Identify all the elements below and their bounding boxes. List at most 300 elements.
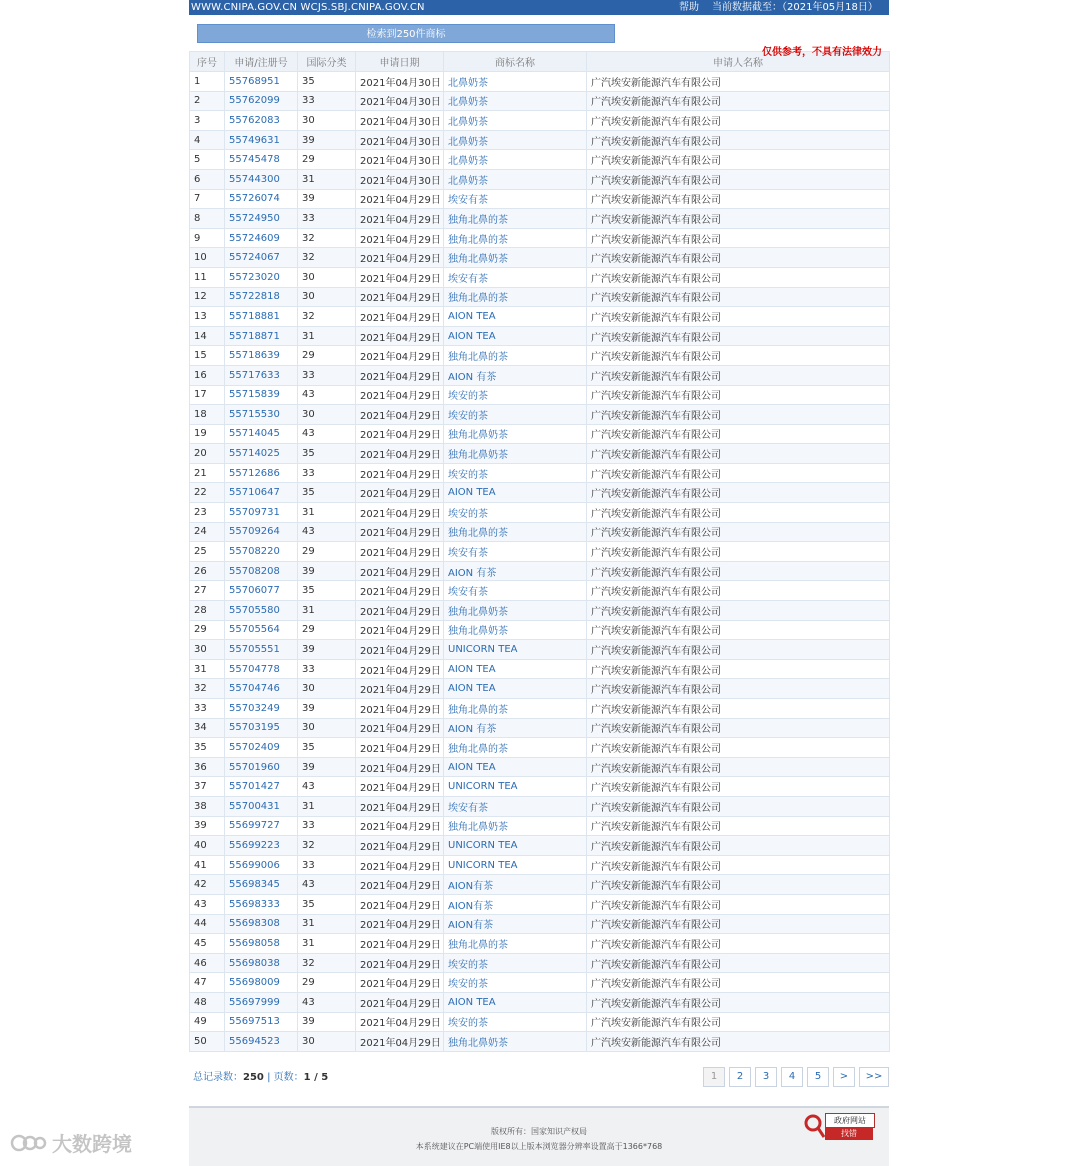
table-row	[190, 601, 890, 621]
intl-class: 29	[298, 973, 356, 993]
reg-number-link[interactable]: 55698009	[225, 973, 298, 993]
gov-site-error-badge[interactable]	[803, 1111, 875, 1141]
row-index: 27	[190, 581, 225, 601]
reg-number-link[interactable]: 55698345	[225, 875, 298, 895]
table-row	[190, 581, 890, 601]
reg-number-link[interactable]: 55698333	[225, 894, 298, 914]
total-value: 250	[243, 1071, 264, 1083]
reg-number-link[interactable]: 55717633	[225, 365, 298, 385]
applicant-name: 广汽埃安新能源汽车有限公司	[587, 424, 890, 444]
trademark-name-link[interactable]: 北鼻奶茶	[444, 130, 587, 150]
row-index: 30	[190, 640, 225, 660]
table-row	[190, 287, 890, 307]
row-index: 17	[190, 385, 225, 405]
pages-label: 页数：	[273, 1071, 304, 1083]
pager	[699, 1067, 889, 1087]
application-date: 2021年04月29日	[356, 542, 444, 562]
intl-class: 33	[298, 855, 356, 875]
reg-number-link[interactable]: 55698308	[225, 914, 298, 934]
site-domains: WWW.CNIPA.GOV.CN WCJS.SBJ.CNIPA.GOV.CN	[191, 2, 425, 13]
trademark-name-link[interactable]: AION TEA	[444, 757, 587, 777]
reg-number-link[interactable]: 55724067	[225, 248, 298, 268]
badge-bottom-label: 找错	[825, 1127, 873, 1140]
application-date: 2021年04月29日	[356, 699, 444, 719]
applicant-name: 广汽埃安新能源汽车有限公司	[587, 855, 890, 875]
trademark-name-link[interactable]: 埃安有茶	[444, 581, 587, 601]
trademark-name-link[interactable]: 北鼻奶茶	[444, 72, 587, 92]
reg-number-link[interactable]: 55718639	[225, 346, 298, 366]
intl-class: 31	[298, 169, 356, 189]
applicant-name: 广汽埃安新能源汽车有限公司	[587, 91, 890, 111]
row-index: 32	[190, 679, 225, 699]
reg-number-link[interactable]: 55722818	[225, 287, 298, 307]
reg-number-link[interactable]: 55701427	[225, 777, 298, 797]
trademark-name-link[interactable]: AION 有茶	[444, 718, 587, 738]
application-date: 2021年04月29日	[356, 738, 444, 758]
table-row	[190, 542, 890, 562]
row-index: 25	[190, 542, 225, 562]
trademark-name-link[interactable]: 独角北鼻奶茶	[444, 816, 587, 836]
trademark-name-link[interactable]: 独角北鼻的茶	[444, 699, 587, 719]
application-date: 2021年04月29日	[356, 601, 444, 621]
page-button-3[interactable]: 3	[755, 1067, 777, 1087]
applicant-name: 广汽埃安新能源汽车有限公司	[587, 914, 890, 934]
reg-number-link[interactable]: 55712686	[225, 463, 298, 483]
reg-number-link[interactable]: 55744300	[225, 169, 298, 189]
table-row	[190, 111, 890, 131]
table-row	[190, 267, 890, 287]
applicant-name: 广汽埃安新能源汽车有限公司	[587, 444, 890, 464]
application-date: 2021年04月29日	[356, 385, 444, 405]
applicant-name: 广汽埃安新能源汽车有限公司	[587, 287, 890, 307]
trademark-name-link[interactable]: 独角北鼻奶茶	[444, 444, 587, 464]
row-index: 10	[190, 248, 225, 268]
row-index: 5	[190, 150, 225, 170]
table-row	[190, 72, 890, 92]
application-date: 2021年04月29日	[356, 209, 444, 229]
application-date: 2021年04月29日	[356, 463, 444, 483]
row-index: 44	[190, 914, 225, 934]
table-row	[190, 953, 890, 973]
intl-class: 31	[298, 601, 356, 621]
reg-number-link[interactable]: 55699006	[225, 855, 298, 875]
intl-class: 32	[298, 836, 356, 856]
intl-class: 35	[298, 483, 356, 503]
reg-number-link[interactable]: 55706077	[225, 581, 298, 601]
intl-class: 43	[298, 424, 356, 444]
applicant-name: 广汽埃安新能源汽车有限公司	[587, 679, 890, 699]
intl-class: 39	[298, 640, 356, 660]
trademark-name-link[interactable]: 埃安有茶	[444, 796, 587, 816]
intl-class: 43	[298, 875, 356, 895]
applicant-name: 广汽埃安新能源汽车有限公司	[587, 346, 890, 366]
application-date: 2021年04月29日	[356, 659, 444, 679]
reg-number-link[interactable]: 55718871	[225, 326, 298, 346]
trademark-name-link[interactable]: 独角北鼻的茶	[444, 287, 587, 307]
reg-number-link[interactable]: 55697513	[225, 1012, 298, 1032]
intl-class: 30	[298, 267, 356, 287]
trademark-name-link[interactable]: AION TEA	[444, 659, 587, 679]
table-row	[190, 816, 890, 836]
total-label: 总记录数：	[193, 1071, 243, 1083]
applicant-name: 广汽埃安新能源汽车有限公司	[587, 248, 890, 268]
pages-value: 1 / 5	[303, 1071, 329, 1083]
trademark-name-link[interactable]: AION TEA	[444, 483, 587, 503]
reg-number-link[interactable]: 55698038	[225, 953, 298, 973]
reg-number-link[interactable]: 55709731	[225, 503, 298, 523]
trademark-name-link[interactable]: AION有茶	[444, 894, 587, 914]
row-index: 15	[190, 346, 225, 366]
table-row	[190, 424, 890, 444]
application-date: 2021年04月30日	[356, 111, 444, 131]
row-index: 14	[190, 326, 225, 346]
reg-number-link[interactable]: 55715530	[225, 405, 298, 425]
applicant-name: 广汽埃安新能源汽车有限公司	[587, 561, 890, 581]
applicant-name: 广汽埃安新能源汽车有限公司	[587, 228, 890, 248]
table-row	[190, 248, 890, 268]
copyright-text: 版权所有：国家知识产权局	[491, 1127, 587, 1136]
trademark-name-link[interactable]: 独角北鼻的茶	[444, 228, 587, 248]
reg-number-link[interactable]: 55700431	[225, 796, 298, 816]
applicant-name: 广汽埃安新能源汽车有限公司	[587, 189, 890, 209]
page-button-1[interactable]: 1	[703, 1067, 725, 1087]
trademark-name-link[interactable]: 独角北鼻的茶	[444, 209, 587, 229]
row-index: 22	[190, 483, 225, 503]
application-date: 2021年04月29日	[356, 914, 444, 934]
application-date: 2021年04月29日	[356, 992, 444, 1012]
application-date: 2021年04月29日	[356, 424, 444, 444]
application-date: 2021年04月29日	[356, 326, 444, 346]
reg-number-link[interactable]: 55762099	[225, 91, 298, 111]
reg-number-link[interactable]: 55708208	[225, 561, 298, 581]
table-row	[190, 620, 890, 640]
table-row	[190, 914, 890, 934]
application-date: 2021年04月29日	[356, 228, 444, 248]
trademark-name-link[interactable]: 埃安的茶	[444, 973, 587, 993]
trademark-name-link[interactable]: AION TEA	[444, 992, 587, 1012]
row-index: 47	[190, 973, 225, 993]
applicant-name: 广汽埃安新能源汽车有限公司	[587, 365, 890, 385]
help-link[interactable]: 帮助	[679, 2, 699, 13]
trademark-name-link[interactable]: 北鼻奶茶	[444, 169, 587, 189]
reg-number-link[interactable]: 55698058	[225, 934, 298, 954]
intl-class: 33	[298, 659, 356, 679]
reg-number-link[interactable]: 55726074	[225, 189, 298, 209]
intl-class: 29	[298, 620, 356, 640]
trademark-name-link[interactable]: AION TEA	[444, 307, 587, 327]
applicant-name: 广汽埃安新能源汽车有限公司	[587, 699, 890, 719]
row-index: 16	[190, 365, 225, 385]
application-date: 2021年04月29日	[356, 522, 444, 542]
applicant-name: 广汽埃安新能源汽车有限公司	[587, 836, 890, 856]
application-date: 2021年04月29日	[356, 561, 444, 581]
trademark-name-link[interactable]: 独角北鼻的茶	[444, 934, 587, 954]
reg-number-link[interactable]: 55718881	[225, 307, 298, 327]
reg-number-link[interactable]: 55724609	[225, 228, 298, 248]
applicant-name: 广汽埃安新能源汽车有限公司	[587, 130, 890, 150]
row-index: 45	[190, 934, 225, 954]
reg-number-link[interactable]: 55705564	[225, 620, 298, 640]
reg-number-link[interactable]: 55749631	[225, 130, 298, 150]
page-button-2[interactable]: 2	[729, 1067, 751, 1087]
col-header-class: 国际分类	[298, 52, 356, 72]
trademark-name-link[interactable]: AION 有茶	[444, 365, 587, 385]
reg-number-link[interactable]: 55705551	[225, 640, 298, 660]
table-row	[190, 659, 890, 679]
trademark-name-link[interactable]: 北鼻奶茶	[444, 91, 587, 111]
row-index: 8	[190, 209, 225, 229]
table-row	[190, 189, 890, 209]
trademark-name-link[interactable]: 独角北鼻的茶	[444, 346, 587, 366]
applicant-name: 广汽埃安新能源汽车有限公司	[587, 405, 890, 425]
table-row	[190, 130, 890, 150]
application-date: 2021年04月29日	[356, 679, 444, 699]
reg-number-link[interactable]: 55723020	[225, 267, 298, 287]
trademark-name-link[interactable]: 独角北鼻奶茶	[444, 248, 587, 268]
intl-class: 39	[298, 699, 356, 719]
trademark-name-link[interactable]: UNICORN TEA	[444, 640, 587, 660]
intl-class: 31	[298, 503, 356, 523]
badge-top-label: 政府网站	[825, 1113, 875, 1128]
trademark-name-link[interactable]: AION TEA	[444, 326, 587, 346]
trademark-name-link[interactable]: 独角北鼻的茶	[444, 738, 587, 758]
application-date: 2021年04月29日	[356, 248, 444, 268]
reg-number-link[interactable]: 55762083	[225, 111, 298, 131]
next-page-button[interactable]: >	[833, 1067, 855, 1087]
applicant-name: 广汽埃安新能源汽车有限公司	[587, 522, 890, 542]
reg-number-link[interactable]: 55768951	[225, 72, 298, 92]
trademark-name-link[interactable]: 独角北鼻的茶	[444, 522, 587, 542]
trademark-name-link[interactable]: 埃安的茶	[444, 953, 587, 973]
table-row	[190, 385, 890, 405]
table-row	[190, 679, 890, 699]
row-index: 42	[190, 875, 225, 895]
intl-class: 31	[298, 934, 356, 954]
intl-class: 35	[298, 894, 356, 914]
reg-number-link[interactable]: 55714025	[225, 444, 298, 464]
row-index: 2	[190, 91, 225, 111]
reg-number-link[interactable]: 55703195	[225, 718, 298, 738]
intl-class: 32	[298, 307, 356, 327]
application-date: 2021年04月29日	[356, 1032, 444, 1052]
trademark-name-link[interactable]: 埃安的茶	[444, 385, 587, 405]
row-index: 26	[190, 561, 225, 581]
table-row	[190, 894, 890, 914]
row-index: 36	[190, 757, 225, 777]
trademark-name-link[interactable]: 埃安的茶	[444, 463, 587, 483]
application-date: 2021年04月29日	[356, 307, 444, 327]
applicant-name: 广汽埃安新能源汽车有限公司	[587, 894, 890, 914]
col-header-date: 申请日期	[356, 52, 444, 72]
intl-class: 43	[298, 777, 356, 797]
table-row	[190, 326, 890, 346]
row-index: 48	[190, 992, 225, 1012]
top-bar	[189, 0, 889, 15]
reg-number-link[interactable]: 55714045	[225, 424, 298, 444]
row-index: 39	[190, 816, 225, 836]
trademark-name-link[interactable]: 埃安的茶	[444, 503, 587, 523]
results-table	[189, 51, 890, 1052]
page-button-5[interactable]: 5	[807, 1067, 829, 1087]
trademark-name-link[interactable]: 埃安有茶	[444, 267, 587, 287]
trademark-name-link[interactable]: 埃安有茶	[444, 189, 587, 209]
applicant-name: 广汽埃安新能源汽车有限公司	[587, 757, 890, 777]
trademark-name-link[interactable]: 独角北鼻奶茶	[444, 601, 587, 621]
applicant-name: 广汽埃安新能源汽车有限公司	[587, 973, 890, 993]
table-row	[190, 91, 890, 111]
reg-number-link[interactable]: 55704746	[225, 679, 298, 699]
row-index: 12	[190, 287, 225, 307]
browser-advice-text: 本系统建议在PC端使用IE8以上版本浏览器分辨率设置高于1366*768	[415, 1142, 663, 1151]
reg-number-link[interactable]: 55697999	[225, 992, 298, 1012]
table-row	[190, 150, 890, 170]
intl-class: 30	[298, 679, 356, 699]
applicant-name: 广汽埃安新能源汽车有限公司	[587, 150, 890, 170]
intl-class: 33	[298, 365, 356, 385]
data-cutoff-date: 当前数据截至：（2021年05月18日）	[712, 2, 878, 13]
disclaimer-text: 仅供参考，不具有法律效力	[762, 47, 882, 58]
row-index: 34	[190, 718, 225, 738]
intl-class: 29	[298, 542, 356, 562]
reg-number-link[interactable]: 55709264	[225, 522, 298, 542]
trademark-name-link[interactable]: 独角北鼻奶茶	[444, 620, 587, 640]
application-date: 2021年04月29日	[356, 581, 444, 601]
application-date: 2021年04月29日	[356, 718, 444, 738]
row-index: 49	[190, 1012, 225, 1032]
applicant-name: 广汽埃安新能源汽车有限公司	[587, 620, 890, 640]
col-header-trademark: 商标名称	[444, 52, 587, 72]
application-date: 2021年04月30日	[356, 91, 444, 111]
trademark-name-link[interactable]: AION有茶	[444, 914, 587, 934]
page-button-4[interactable]: 4	[781, 1067, 803, 1087]
applicant-name: 广汽埃安新能源汽车有限公司	[587, 738, 890, 758]
trademark-name-link[interactable]: 北鼻奶茶	[444, 150, 587, 170]
table-row	[190, 757, 890, 777]
reg-number-link[interactable]: 55745478	[225, 150, 298, 170]
intl-class: 43	[298, 385, 356, 405]
applicant-name: 广汽埃安新能源汽车有限公司	[587, 385, 890, 405]
trademark-name-link[interactable]: AION有茶	[444, 875, 587, 895]
result-count-bar: 检索到250件商标	[197, 24, 615, 43]
intl-class: 39	[298, 757, 356, 777]
application-date: 2021年04月29日	[356, 894, 444, 914]
intl-class: 30	[298, 111, 356, 131]
reg-number-link[interactable]: 55702409	[225, 738, 298, 758]
table-row	[190, 992, 890, 1012]
reg-number-link[interactable]: 55703249	[225, 699, 298, 719]
application-date: 2021年04月29日	[356, 1012, 444, 1032]
table-row	[190, 483, 890, 503]
search-summary-row	[189, 15, 889, 58]
reg-number-link[interactable]: 55708220	[225, 542, 298, 562]
table-row	[190, 169, 890, 189]
application-date: 2021年04月29日	[356, 189, 444, 209]
intl-class: 35	[298, 581, 356, 601]
table-row	[190, 346, 890, 366]
applicant-name: 广汽埃安新能源汽车有限公司	[587, 640, 890, 660]
reg-number-link[interactable]: 55715839	[225, 385, 298, 405]
reg-number-link[interactable]: 55724950	[225, 209, 298, 229]
applicant-name: 广汽埃安新能源汽车有限公司	[587, 209, 890, 229]
record-totals	[193, 1068, 328, 1083]
reg-number-link[interactable]: 55694523	[225, 1032, 298, 1052]
trademark-name-link[interactable]: 独角北鼻奶茶	[444, 1032, 587, 1052]
intl-class: 30	[298, 718, 356, 738]
trademark-name-link[interactable]: 埃安的茶	[444, 405, 587, 425]
reg-number-link[interactable]: 55704778	[225, 659, 298, 679]
row-index: 13	[190, 307, 225, 327]
col-header-applicant: 申请人名称	[587, 52, 890, 72]
trademark-name-link[interactable]: 独角北鼻奶茶	[444, 424, 587, 444]
application-date: 2021年04月29日	[356, 365, 444, 385]
application-date: 2021年04月29日	[356, 757, 444, 777]
application-date: 2021年04月29日	[356, 620, 444, 640]
intl-class: 39	[298, 561, 356, 581]
trademark-name-link[interactable]: 埃安有茶	[444, 542, 587, 562]
application-date: 2021年04月29日	[356, 934, 444, 954]
table-row	[190, 522, 890, 542]
application-date: 2021年04月29日	[356, 855, 444, 875]
row-index: 20	[190, 444, 225, 464]
table-row	[190, 855, 890, 875]
applicant-name: 广汽埃安新能源汽车有限公司	[587, 777, 890, 797]
footer	[189, 1106, 889, 1166]
reg-number-link[interactable]: 55701960	[225, 757, 298, 777]
trademark-name-link[interactable]: AION 有茶	[444, 561, 587, 581]
intl-class: 43	[298, 522, 356, 542]
application-date: 2021年04月30日	[356, 150, 444, 170]
col-header-reg-no: 申请/注册号	[225, 52, 298, 72]
intl-class: 33	[298, 463, 356, 483]
applicant-name: 广汽埃安新能源汽车有限公司	[587, 816, 890, 836]
row-index: 46	[190, 953, 225, 973]
reg-number-link[interactable]: 55705580	[225, 601, 298, 621]
table-row	[190, 307, 890, 327]
reg-number-link[interactable]: 55699223	[225, 836, 298, 856]
trademark-name-link[interactable]: UNICORN TEA	[444, 777, 587, 797]
watermark	[10, 1128, 132, 1157]
applicant-name: 广汽埃安新能源汽车有限公司	[587, 542, 890, 562]
applicant-name: 广汽埃安新能源汽车有限公司	[587, 307, 890, 327]
row-index: 19	[190, 424, 225, 444]
last-page-button[interactable]: >>	[859, 1067, 889, 1087]
reg-number-link[interactable]: 55699727	[225, 816, 298, 836]
trademark-name-link[interactable]: AION TEA	[444, 679, 587, 699]
application-date: 2021年04月29日	[356, 444, 444, 464]
applicant-name: 广汽埃安新能源汽车有限公司	[587, 992, 890, 1012]
table-row	[190, 640, 890, 660]
applicant-name: 广汽埃安新能源汽车有限公司	[587, 1012, 890, 1032]
table-row	[190, 503, 890, 523]
table-row	[190, 796, 890, 816]
table-row	[190, 444, 890, 464]
trademark-name-link[interactable]: 北鼻奶茶	[444, 111, 587, 131]
table-row	[190, 699, 890, 719]
trademark-name-link[interactable]: 埃安的茶	[444, 1012, 587, 1032]
intl-class: 30	[298, 287, 356, 307]
intl-class: 30	[298, 405, 356, 425]
application-date: 2021年04月29日	[356, 483, 444, 503]
intl-class: 32	[298, 248, 356, 268]
trademark-name-link[interactable]: UNICORN TEA	[444, 836, 587, 856]
applicant-name: 广汽埃安新能源汽车有限公司	[587, 72, 890, 92]
table-row	[190, 718, 890, 738]
table-row	[190, 1032, 890, 1052]
table-row	[190, 934, 890, 954]
application-date: 2021年04月29日	[356, 405, 444, 425]
reg-number-link[interactable]: 55710647	[225, 483, 298, 503]
trademark-name-link[interactable]: UNICORN TEA	[444, 855, 587, 875]
